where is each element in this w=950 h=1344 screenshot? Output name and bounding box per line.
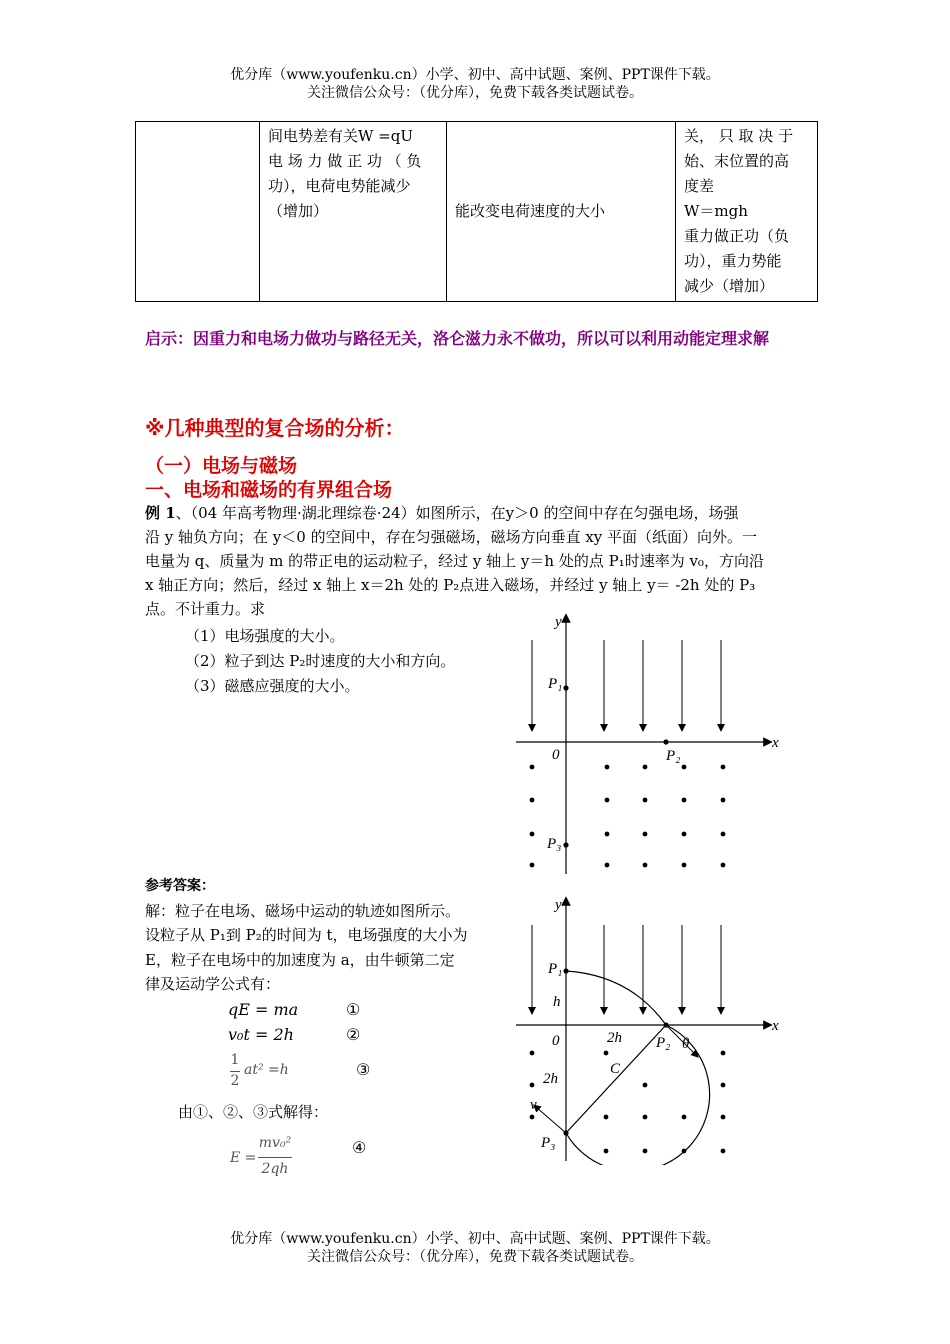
- cell-line: 电 场 力 做 正 功 （ 负: [268, 152, 422, 170]
- cell-line: 能改变电荷速度的大小: [455, 202, 606, 220]
- page-header: [0, 66, 950, 102]
- fig2-p1: P₁: [548, 961, 563, 977]
- table-cell-empty: [136, 122, 260, 302]
- cell-line: 度差: [684, 177, 715, 195]
- answer-text: [145, 874, 505, 997]
- fig2-2h-x-label: 2h: [607, 1030, 622, 1046]
- example-source: 、（04 年高考物理·湖北理综卷·24）如图所示，在: [175, 504, 506, 522]
- footer-line-1: 优分库（www.youfenku.cn）小学、初中、高中试题、案例、PPT课件下载。: [230, 1231, 720, 1247]
- eq4-numerator: mv₀²: [258, 1135, 292, 1151]
- fig2-p3: P₃: [541, 1135, 556, 1151]
- answer-line-2: 设粒子从 P₁到 P₂的时间为 t，电场强度的大小为: [145, 926, 468, 944]
- question-list: [185, 624, 455, 699]
- velocity-arrow-p2: [666, 1025, 696, 1055]
- equation-1: qE = ma: [228, 1000, 299, 1019]
- example-line-1: [145, 501, 815, 525]
- equation-3-mark: ③: [356, 1060, 371, 1079]
- comparison-table: [135, 121, 818, 302]
- fig1-p1: P₁: [548, 676, 563, 692]
- equation-4-mark: ④: [352, 1138, 367, 1157]
- cell-line: （增加）: [268, 202, 329, 220]
- fig1-x-label: x: [772, 735, 779, 751]
- example-label: 例 1: [145, 504, 176, 522]
- fig1-y-label: y: [555, 614, 562, 630]
- trajectory-parabola: [566, 971, 666, 1025]
- example-text: [145, 501, 815, 621]
- fig2-theta-label: θ: [682, 1036, 690, 1052]
- equation-1-mark: ①: [346, 1000, 361, 1019]
- example-text-a: y＞0 的空间中存在匀强电场，场强: [505, 504, 739, 522]
- fig2-origin: 0: [552, 1033, 560, 1049]
- eq3-denominator: 2: [230, 1073, 240, 1089]
- fig2-h-label: h: [553, 994, 561, 1010]
- answer-line-1: 解：粒子在电场、磁场中运动的轨迹如图所示。: [145, 901, 461, 920]
- fig1-p3: P₃: [547, 836, 562, 852]
- answer-line-3: E，粒子在电场中的加速度为 a，由牛顿第二定: [145, 950, 455, 969]
- velocity-arrow-p3: [536, 1107, 566, 1133]
- tip-text: 启示：因重力和电场力做功与路径无关，洛仑滋力永不做功，所以可以利用动能定理求解: [145, 329, 770, 348]
- footer-line-2: 关注微信公众号：（优分库），免费下载各类试题试卷。: [307, 1249, 643, 1265]
- fig2-center-label: C: [610, 1061, 621, 1077]
- question-2: （2）粒子到达 P₂时速度的大小和方向。: [185, 652, 456, 670]
- eq3-rest: at² =h: [244, 1062, 289, 1078]
- cell-line: 间电势差有关W =qU: [268, 127, 413, 145]
- fig1-p2: P₂: [666, 748, 681, 764]
- example-line-4: x 轴正方向；然后，经过 x 轴上 x＝2h 处的 P₂点进入磁场，并经过 y 轴上 y＝ -2h 处的 P₃: [145, 576, 756, 594]
- cell-line: 始、末位置的高: [684, 152, 790, 170]
- fig1-origin: 0: [552, 747, 560, 763]
- equation-2: v₀t = 2h: [228, 1025, 294, 1044]
- table-cell-speed: [447, 122, 676, 302]
- answer-title: 参考答案：: [145, 878, 215, 894]
- cell-line: 重力做正功（负: [684, 227, 790, 245]
- fig2-x-label: x: [772, 1018, 779, 1034]
- cell-line: W＝mgh: [684, 202, 748, 220]
- header-line-1: 优分库（www.youfenku.cn）小学、初中、高中试题、案例、PPT课件下载。: [230, 67, 720, 83]
- figure-2: [510, 895, 790, 1165]
- page-footer: [0, 1230, 950, 1266]
- derive-text: 由①、②、③式解得：: [178, 1103, 329, 1121]
- cell-line: 功），电荷电势能减少: [268, 177, 411, 195]
- table-cell-electric-work: [260, 122, 447, 302]
- cell-line: 功），重力势能: [684, 252, 782, 270]
- fig2-2h-y-label: 2h: [543, 1071, 558, 1087]
- sub-title-2: 一、电场和磁场的有界组合场: [145, 479, 393, 501]
- eq4-lhs: E =: [230, 1150, 257, 1166]
- eq4-denominator: 2qh: [261, 1161, 289, 1177]
- cell-line: 关， 只 取 决 于: [684, 127, 794, 145]
- example-line-3: 电量为 q、质量为 m 的带正电的运动粒子，经过 y 轴上 y＝h 处的点 P₁时速率为 v₀，方向沿: [145, 552, 764, 570]
- figure-1: [510, 612, 790, 880]
- sub-title-1: （一）电场与磁场: [145, 455, 298, 477]
- fig2-v-label: v: [530, 1097, 537, 1113]
- answer-line-4: 律及运动学公式有：: [145, 975, 281, 993]
- eq3-numerator: 1: [230, 1052, 240, 1068]
- equation-2-mark: ②: [346, 1025, 361, 1044]
- fig2-y-label: y: [555, 897, 562, 913]
- question-1: （1）电场强度的大小。: [185, 627, 345, 645]
- example-line-2: 沿 y 轴负方向；在 y＜0 的空间中，存在匀强磁场，磁场方向垂直 xy 平面（纸面）向外。一: [145, 528, 758, 546]
- example-line-5: 点。不计重力。求: [145, 600, 266, 618]
- question-3: （3）磁感应强度的大小。: [185, 677, 360, 695]
- cell-line: 减少（增加）: [684, 277, 775, 295]
- fig2-p2: P₂: [656, 1035, 671, 1051]
- section-title: ※几种典型的复合场的分析：: [145, 416, 405, 440]
- header-line-2: 关注微信公众号：（优分库），免费下载各类试题试卷。: [307, 85, 643, 101]
- table-cell-gravity: [676, 122, 818, 302]
